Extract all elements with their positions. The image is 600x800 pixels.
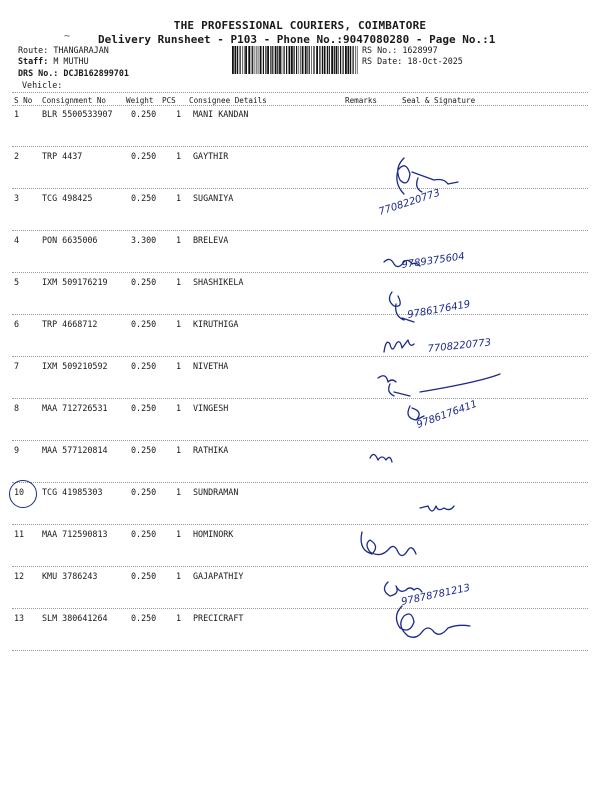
row-weight: 0.250 — [131, 529, 157, 539]
table-row — [0, 361, 600, 401]
row-consignment-no: TCG 41985303 — [42, 487, 103, 497]
row-divider — [12, 398, 588, 399]
drs-label: DRS No.: — [18, 68, 59, 78]
table-row — [0, 319, 600, 359]
row-consignment-no: BLR 5500533907 — [42, 109, 113, 119]
rs-no-value: 1628997 — [402, 45, 438, 55]
row-pcs: 1 — [176, 613, 182, 623]
row-sno: 5 — [14, 277, 20, 287]
table-row — [0, 277, 600, 317]
table-row — [0, 193, 600, 233]
vehicle-label: Vehicle: — [22, 80, 63, 90]
col-weight: Weight — [126, 96, 154, 105]
hand-circle-row-10 — [9, 480, 37, 508]
row-pcs: 1 — [176, 529, 182, 539]
vehicle-line — [22, 80, 62, 91]
company-title: THE PROFESSIONAL COURIERS, COIMBATORE — [173, 19, 427, 32]
row-weight: 0.250 — [131, 361, 157, 371]
row-weight: 0.250 — [131, 151, 157, 161]
row-sno: 1 — [14, 109, 20, 119]
row-consignee: SHASHIKELA — [193, 277, 244, 287]
row-consignment-no: TCG 498425 — [42, 193, 93, 203]
row-divider — [12, 482, 588, 483]
table-row — [0, 487, 600, 527]
row-consignee: NIVETHA — [193, 361, 229, 371]
row-weight: 0.250 — [131, 277, 157, 287]
row-pcs: 1 — [176, 445, 182, 455]
row-divider — [12, 230, 588, 231]
table-row — [0, 571, 600, 611]
row-pcs: 1 — [176, 361, 182, 371]
row-consignee: SUNDRAMAN — [193, 487, 239, 497]
route-value: THANGARAJAN — [53, 45, 109, 55]
row-pcs: 1 — [176, 319, 182, 329]
row-pcs: 1 — [176, 487, 182, 497]
row-weight: 0.250 — [131, 613, 157, 623]
hand-number-5: 9786176411 — [415, 398, 479, 431]
row-sno: 8 — [14, 403, 20, 413]
row-divider — [12, 272, 588, 273]
drs-value: DCJB162899701 — [63, 68, 129, 78]
row-sno: 3 — [14, 193, 20, 203]
staff-value: M MUTHU — [53, 56, 89, 66]
table-row — [0, 235, 600, 275]
rs-date-value: 18-Oct-2025 — [407, 56, 463, 66]
row-consignee: BRELEVA — [193, 235, 229, 245]
row-consignee: GAYTHIR — [193, 151, 229, 161]
row-pcs: 1 — [176, 571, 182, 581]
row-pcs: 1 — [176, 151, 182, 161]
table-row — [0, 445, 600, 485]
row-consignment-no: TRP 4437 — [42, 151, 83, 161]
row-divider — [12, 440, 588, 441]
row-pcs: 1 — [176, 403, 182, 413]
drs-barcode — [232, 46, 358, 74]
row-sno: 9 — [14, 445, 20, 455]
row-consignee: MANI KANDAN — [193, 109, 249, 119]
staff-line — [18, 56, 89, 67]
rs-date-label: RS Date: — [362, 56, 403, 66]
rs-no-label: RS No.: — [362, 45, 398, 55]
row-consignment-no: IXM 509210592 — [42, 361, 108, 371]
col-consignment: Consignment No — [42, 96, 107, 105]
row-divider — [12, 524, 588, 525]
row-sno: 10 — [14, 487, 25, 497]
row-pcs: 1 — [176, 277, 182, 287]
header-rule — [12, 92, 588, 93]
row-sno: 2 — [14, 151, 20, 161]
row-consignee: GAJAPATHIY — [193, 571, 244, 581]
row-divider — [12, 146, 588, 147]
col-seal: Seal & Signature — [402, 96, 476, 105]
row-sno: 6 — [14, 319, 20, 329]
row-consignee: KIRUTHIGA — [193, 319, 239, 329]
row-pcs: 1 — [176, 193, 182, 203]
row-divider — [12, 650, 588, 651]
staff-label: Staff: — [18, 56, 49, 66]
runsheet-subtitle: Delivery Runsheet - P103 - Phone No.:9047080280 - Page No.:1 — [98, 33, 496, 46]
row-divider — [12, 608, 588, 609]
row-sno: 13 — [14, 613, 25, 623]
table-row — [0, 613, 600, 653]
row-consignment-no: TRP 4668712 — [42, 319, 98, 329]
route-label: Route: — [18, 45, 49, 55]
hand-number-6: 97878781213 — [400, 582, 472, 608]
row-consignee: PRECICRAFT — [193, 613, 244, 623]
column-rule — [12, 105, 588, 106]
subtitle-mark: ~ — [64, 31, 71, 42]
row-consignment-no: IXM 509176219 — [42, 277, 108, 287]
col-remarks: Remarks — [345, 96, 378, 105]
row-weight: 0.250 — [131, 445, 157, 455]
route-line — [18, 45, 109, 56]
row-divider — [12, 188, 588, 189]
row-consignee: VINGESH — [193, 403, 229, 413]
row-weight: 0.250 — [131, 403, 157, 413]
hand-number-4: 9786176419 — [406, 299, 472, 321]
row-sno: 11 — [14, 529, 25, 539]
col-pcs: PCS — [162, 96, 176, 105]
row-weight: 0.250 — [131, 487, 157, 497]
table-row — [0, 109, 600, 149]
table-row — [0, 151, 600, 191]
row-divider — [12, 314, 588, 315]
row-consignee: SUGANIYA — [193, 193, 234, 203]
row-consignment-no: PON 6635006 — [42, 235, 98, 245]
row-weight: 0.250 — [131, 193, 157, 203]
row-weight: 0.250 — [131, 319, 157, 329]
row-divider — [12, 356, 588, 357]
row-weight: 3.300 — [131, 235, 157, 245]
row-sno: 7 — [14, 361, 20, 371]
row-pcs: 1 — [176, 235, 182, 245]
row-consignment-no: KMU 3786243 — [42, 571, 98, 581]
row-consignment-no: MAA 712726531 — [42, 403, 108, 413]
table-row — [0, 529, 600, 569]
row-pcs: 1 — [176, 109, 182, 119]
row-consignee: RATHIKA — [193, 445, 229, 455]
col-sno: S No — [14, 96, 33, 105]
table-row — [0, 403, 600, 443]
col-consignee: Consignee Details — [189, 96, 267, 105]
row-consignment-no: SLM 380641264 — [42, 613, 108, 623]
row-sno: 4 — [14, 235, 20, 245]
hand-number-2: 9789375604 — [400, 251, 466, 271]
row-consignee: HOMINORK — [193, 529, 234, 539]
rs-no-line — [362, 45, 438, 56]
row-consignment-no: MAA 577120814 — [42, 445, 108, 455]
row-divider — [12, 566, 588, 567]
hand-number-3: 7708220773 — [427, 337, 492, 355]
row-sno: 12 — [14, 571, 25, 581]
hand-number-1: 7708220773 — [377, 187, 442, 218]
row-weight: 0.250 — [131, 571, 157, 581]
rs-date-line — [362, 56, 463, 67]
row-consignment-no: MAA 712590813 — [42, 529, 108, 539]
row-weight: 0.250 — [131, 109, 157, 119]
drs-line — [18, 68, 129, 79]
